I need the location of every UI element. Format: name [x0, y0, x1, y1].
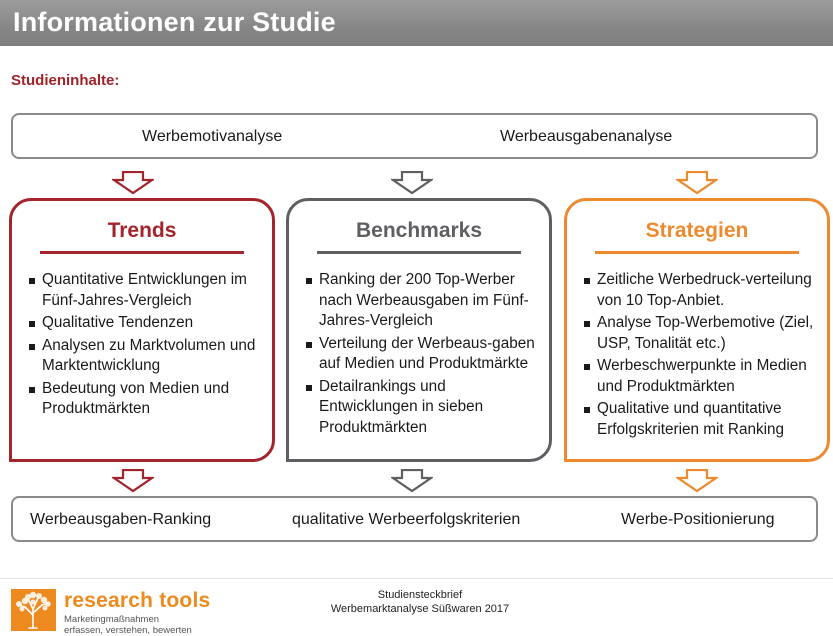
top-band: [11, 113, 818, 159]
strategien-list: [584, 270, 821, 442]
list-item: Qualitative Tendenzen: [29, 313, 266, 334]
bottom-band-right-label: Werbe-Positionierung: [621, 511, 775, 528]
trends-box: [9, 198, 275, 462]
top-band-right-label: Werbeausgabenanalyse: [500, 128, 673, 145]
section-label: Studieninhalte:: [11, 72, 120, 89]
list-item: Werbeschwerpunkte in Medien und Produktmärkten: [584, 356, 821, 397]
bottom-band: [11, 496, 818, 542]
strategien-title: Strategien: [645, 219, 749, 242]
page-title: Informationen zur Studie: [13, 7, 336, 37]
arrow-down-icon: [112, 171, 154, 195]
arrow-down-icon: [391, 469, 433, 493]
brand-tagline-2: erfassen, verstehen, bewerten: [64, 625, 192, 636]
benchmarks-box: [286, 198, 552, 462]
trends-title: Trends: [107, 219, 177, 242]
arrow-down-icon: [391, 171, 433, 195]
strategien-divider: [595, 251, 799, 254]
arrow-down-icon: [676, 171, 718, 195]
footer-divider: [0, 578, 833, 579]
benchmarks-divider: [317, 251, 521, 254]
list-item: Analysen zu Marktvolumen und Marktentwicklung: [29, 336, 266, 377]
title-bar: [0, 0, 833, 46]
list-item: Bedeutung von Medien und Produktmärkten: [29, 379, 266, 420]
tree-icon: [11, 589, 56, 631]
trends-divider: [40, 251, 244, 254]
list-item: Ranking der 200 Top-Werber nach Werbeausgaben im Fünf-Jahres-Vergleich: [306, 270, 543, 332]
list-item: Qualitative und quantitative Erfolgskriterien mit Ranking: [584, 399, 821, 440]
logo: [11, 589, 56, 631]
footer-doc-type: Studiensteckbrief: [377, 589, 463, 601]
benchmarks-list: [306, 270, 543, 440]
strategien-box: [564, 198, 830, 462]
bottom-band-center-label: qualitative Werbeerfolgskriterien: [292, 511, 521, 528]
list-item: Verteilung der Werbeaus-gaben auf Medien und Produktmärkte: [306, 334, 543, 375]
trends-list: [29, 270, 266, 422]
arrow-down-icon: [112, 469, 154, 493]
brand-name: research tools: [64, 589, 211, 612]
list-item: Analyse Top-Werbemotive (Ziel, USP, Tonalität etc.): [584, 313, 821, 354]
brand-tagline-1: Marketingmaßnahmen: [64, 614, 160, 625]
list-item: Quantitative Entwicklungen im Fünf-Jahres-Vergleich: [29, 270, 266, 311]
benchmarks-title: Benchmarks: [355, 219, 483, 242]
bottom-band-left-label: Werbeausgaben-Ranking: [30, 511, 212, 528]
top-band-left-label: Werbemotivanalyse: [142, 128, 283, 145]
arrow-down-icon: [676, 469, 718, 493]
footer-doc-title: Werbemarktanalyse Süßwaren 2017: [330, 603, 510, 615]
list-item: Zeitliche Werbedruck-verteilung von 10 Top-Anbiet.: [584, 270, 821, 311]
list-item: Detailrankings und Entwicklungen in sieben Produktmärkten: [306, 377, 543, 439]
